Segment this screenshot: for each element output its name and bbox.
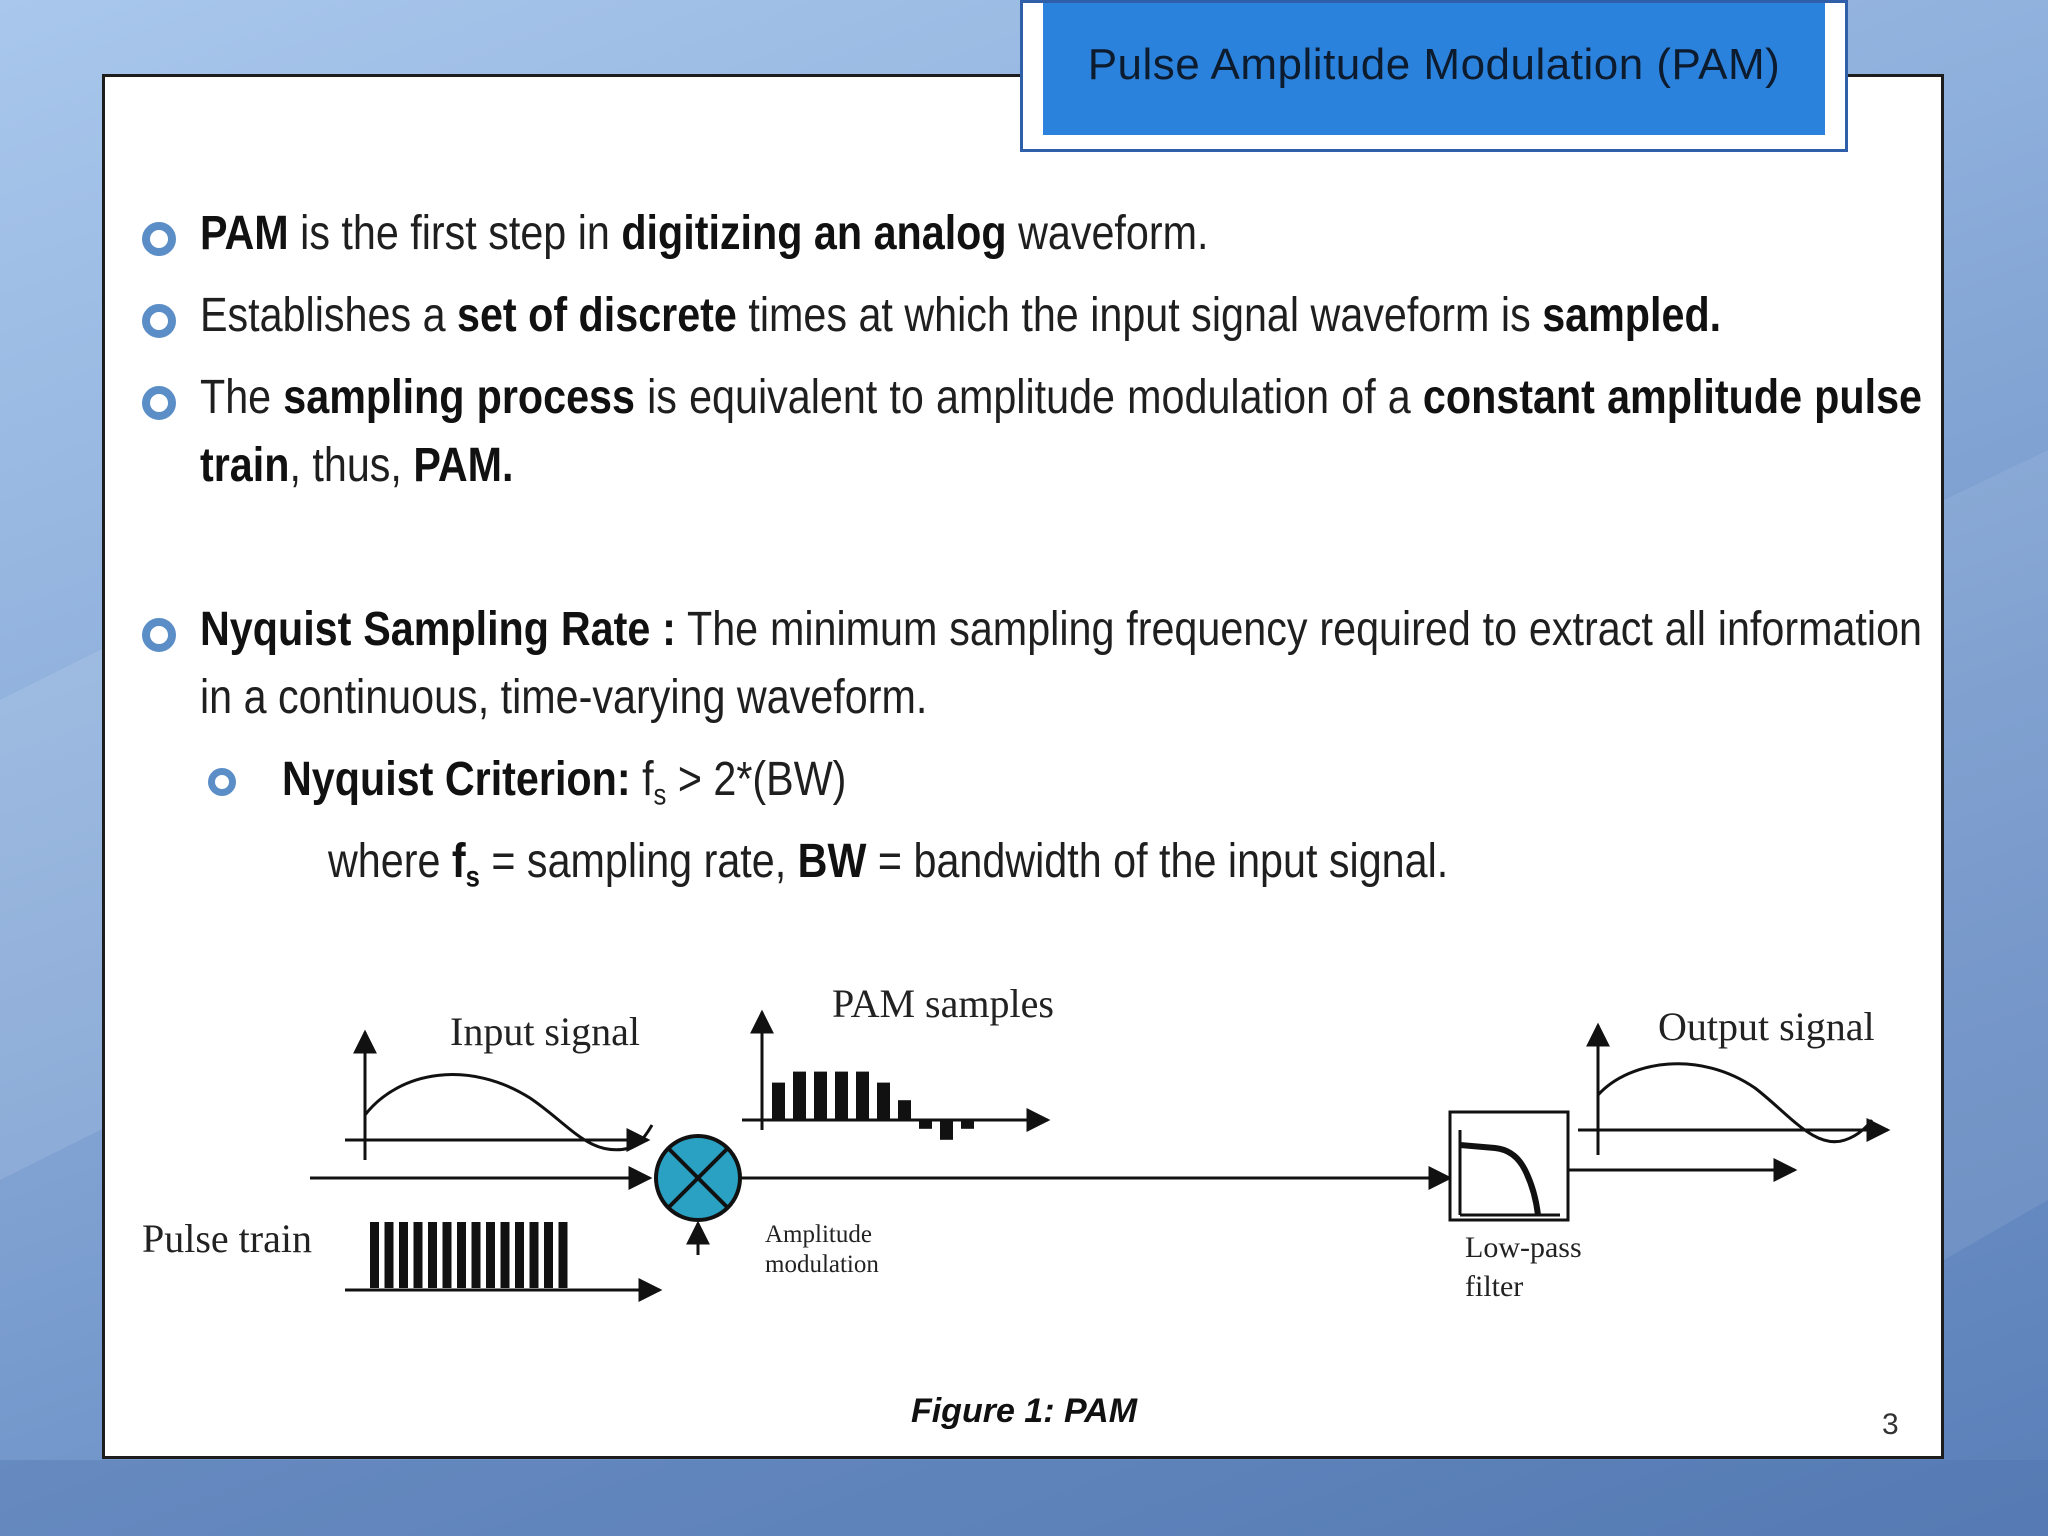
fs-symbol-bold: f xyxy=(451,835,466,888)
pulse-train-pulse xyxy=(559,1222,568,1288)
pulse-train-pulses xyxy=(370,1222,568,1288)
bullet-1-text-part: digitizing an analog xyxy=(621,207,1007,260)
nyquist-criterion-label: Nyquist Criterion: xyxy=(282,753,631,806)
pulse-train-pulse xyxy=(457,1222,466,1288)
pulse-train-pulse xyxy=(501,1222,510,1288)
sub-bullet-dot-icon xyxy=(208,768,236,796)
bullet-4-text-part: Nyquist Sampling Rate : xyxy=(200,603,676,656)
bullet-1-text-part: PAM xyxy=(200,207,289,260)
bullet-3-text-part: PAM. xyxy=(413,439,514,492)
bullet-1 xyxy=(200,200,1922,268)
bullet-dot-icon xyxy=(142,222,176,256)
where-line xyxy=(328,828,1888,912)
bw-symbol: BW xyxy=(797,835,867,888)
output-signal-label: Output signal xyxy=(1658,1004,1875,1049)
pulse-train-pulse xyxy=(472,1222,481,1288)
lowpass-label-2: filter xyxy=(1465,1270,1524,1303)
pam-sample-bar xyxy=(772,1083,785,1120)
sampling-rate-text: = sampling rate, xyxy=(479,835,798,888)
lowpass-label-1: Low-pass xyxy=(1465,1231,1582,1264)
bullet-2-text-part: set of discrete xyxy=(456,289,737,342)
pam-sample-bar xyxy=(793,1072,806,1120)
amplitude-modulation-label-1: Amplitude xyxy=(765,1221,872,1248)
pulse-train-pulse xyxy=(399,1222,408,1288)
bullet-3-text-part: constant amplitude pulse train xyxy=(200,371,1923,492)
bullet-2-text-part: times at which the input signal waveform is xyxy=(736,289,1543,342)
figure-caption: Figure 1: PAM xyxy=(910,1392,1138,1430)
pam-figure-diagram xyxy=(120,980,1920,1340)
pulse-train-pulse xyxy=(443,1222,452,1288)
bullet-4 xyxy=(200,596,1922,732)
pulse-train-pulse xyxy=(385,1222,394,1288)
amplitude-modulation-label-2: modulation xyxy=(765,1251,879,1278)
sub-bullet-nyquist-criterion xyxy=(282,746,1882,830)
page-number: 3 xyxy=(1882,1408,1899,1441)
bullet-3-text-part: , thus, xyxy=(289,439,414,492)
pam-sample-bar xyxy=(940,1120,953,1140)
bullet-3-text-part: is equivalent to amplitude modulation of a xyxy=(634,371,1423,424)
fs-subscript-bold: s xyxy=(465,860,480,894)
bullet-2-text-part: Establishes a xyxy=(200,289,457,342)
bullet-3-text-part: The xyxy=(200,371,284,424)
pam-sample-bar xyxy=(856,1072,869,1120)
fs-symbol: f xyxy=(642,753,654,806)
bandwidth-text: = bandwidth of the input signal. xyxy=(866,835,1449,888)
pulse-train-pulse xyxy=(544,1222,553,1288)
criterion-expression: > 2*(BW) xyxy=(666,753,847,806)
pam-sample-bar xyxy=(814,1072,827,1120)
pulse-train-pulse xyxy=(370,1222,379,1288)
input-signal-label: Input signal xyxy=(450,1009,640,1054)
bullet-dot-icon xyxy=(142,304,176,338)
where-text: where xyxy=(328,835,452,888)
pam-samples-label: PAM samples xyxy=(832,981,1054,1026)
pulse-train-pulse xyxy=(414,1222,423,1288)
pulse-train-pulse xyxy=(515,1222,524,1288)
bullet-3 xyxy=(200,364,1922,500)
pam-sample-bar xyxy=(919,1120,932,1129)
bullet-2 xyxy=(200,282,1922,350)
lowpass-filter-box xyxy=(1450,1112,1568,1220)
bullet-3-text-part: sampling process xyxy=(283,371,635,424)
title-banner xyxy=(1043,3,1825,135)
pulse-train-pulse xyxy=(530,1222,539,1288)
pulse-train-pulse xyxy=(486,1222,495,1288)
bullet-dot-icon xyxy=(142,618,176,652)
bullet-dot-icon xyxy=(142,386,176,420)
bullet-4-text-part: The minimum sampling frequency required to extract all information in a continuous, time-varying waveform. xyxy=(200,603,1922,724)
slide-title: Pulse Amplitude Modulation (PAM) xyxy=(1087,40,1781,89)
bullet-1-text-part: waveform. xyxy=(1006,207,1209,260)
pam-sample-bars xyxy=(772,1072,974,1140)
fs-subscript: s xyxy=(653,778,667,812)
pam-sample-bar xyxy=(898,1100,911,1120)
pulse-train-pulse xyxy=(428,1222,437,1288)
pulse-train-label: Pulse train xyxy=(142,1216,312,1261)
pam-sample-bar xyxy=(835,1072,848,1120)
pam-sample-bar xyxy=(877,1083,890,1120)
bullet-2-text-part: sampled. xyxy=(1542,289,1722,342)
title-box xyxy=(1020,0,1848,152)
pam-sample-bar xyxy=(961,1120,974,1129)
bullet-1-text-part: is the first step in xyxy=(288,207,622,260)
